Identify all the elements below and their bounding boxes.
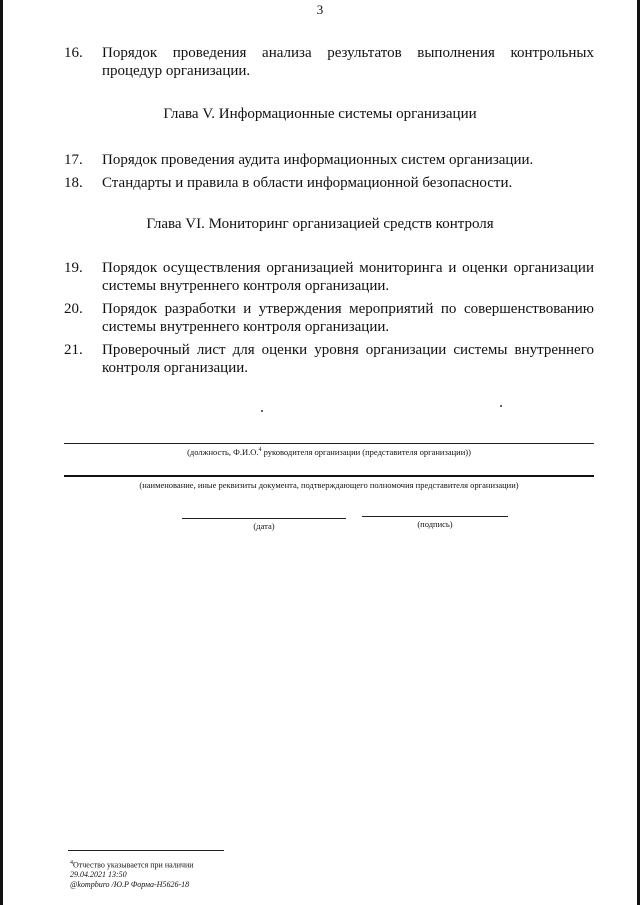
date-caption: (дата) <box>253 521 275 531</box>
document-caption: (наименование, иные реквизиты документа, подтверждающего полномочия представителя организации) <box>139 480 519 490</box>
list-item <box>64 44 594 80</box>
signature-caption: (подпись) <box>417 519 453 529</box>
item-number: 20. <box>64 301 83 317</box>
document-signature-line <box>64 475 594 477</box>
item-number: 21. <box>64 342 83 358</box>
scan-speck <box>261 410 263 412</box>
scan-edge-left <box>0 0 3 905</box>
footnote-date: 29.04.2021 13:50 <box>70 870 127 879</box>
footnote-separator <box>68 850 224 851</box>
item-text: Проверочный лист для оценки уровня организации системы внутреннего контроля организации. <box>102 342 594 376</box>
item-text: Порядок проведения аудита информационных систем организации. <box>102 152 534 168</box>
item-text: Порядок разработки и утверждения мероприятий по совершенствованию системы внутреннего контроля организации. <box>102 301 594 335</box>
footnote-text: $^4$Отчество указывается при наличии <box>70 860 194 870</box>
list-item <box>64 151 594 169</box>
item-text: Порядок осуществления организацией мониторинга и оценки организации системы внутреннего контроля организации. <box>102 260 594 294</box>
chapter-heading: Глава VI. Мониторинг организацией средств контроля <box>146 216 494 232</box>
list-item <box>64 341 594 377</box>
item-text: Порядок проведения анализа результатов выполнения контрольных процедур организации. <box>102 45 594 79</box>
list-item <box>64 174 594 192</box>
item-text: Стандарты и правила в области информационной безопасности. <box>102 175 513 191</box>
list-item <box>64 300 594 336</box>
item-number: 17. <box>64 152 83 168</box>
item-number: 19. <box>64 260 83 276</box>
position-caption: (должность, Ф.И.О.$^4$ руководителя организации (представителя организации)) <box>187 447 471 457</box>
page-number: 3 <box>316 2 324 17</box>
chapter-heading: Глава V. Информационные системы организации <box>163 106 477 122</box>
date-line <box>182 518 346 519</box>
scan-speck <box>500 405 502 407</box>
position-signature-line <box>64 443 594 444</box>
item-number: 18. <box>64 175 83 191</box>
footnote-ref: @kompburo /Ю.Р Форма-H5626-18 <box>70 880 190 889</box>
signature-line <box>362 516 508 517</box>
item-number: 16. <box>64 45 83 61</box>
list-item <box>64 259 594 295</box>
